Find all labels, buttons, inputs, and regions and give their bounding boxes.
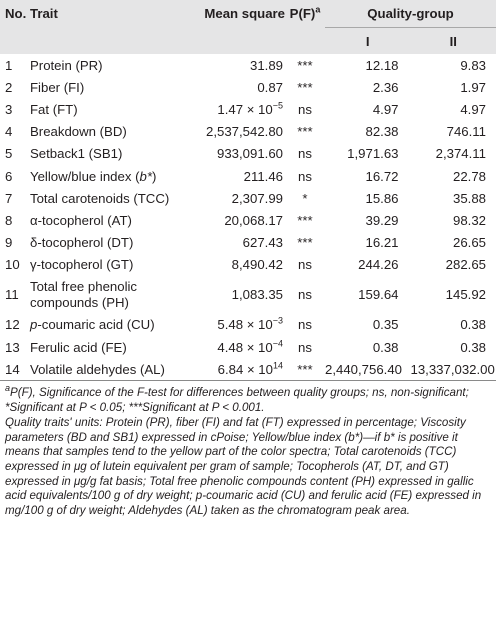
table-row: [0, 76, 496, 98]
header-spacer: [175, 28, 285, 55]
mean-square-base: 1.47 × 10: [217, 101, 273, 117]
header-quality-group: Quality-group: [325, 0, 496, 28]
group-2-value: 0.38: [460, 317, 486, 333]
table-row: [0, 187, 496, 209]
group-2-value: 98.32: [452, 212, 486, 228]
group-1-value: 0.35: [372, 317, 399, 333]
header-no: No.: [0, 0, 30, 28]
row-number: 9: [5, 235, 13, 251]
trait-name: Volatile aldehydes (AL): [30, 358, 175, 381]
table-row: [0, 314, 496, 336]
trait-name: Total free phenolic compounds (PH): [30, 278, 138, 310]
mean-square-value: 8,490.42: [231, 257, 283, 273]
table-header: [0, 0, 496, 54]
row-number: 7: [5, 190, 13, 206]
significance-value: *: [302, 190, 308, 206]
group-1-value: 16.72: [365, 168, 399, 184]
row-number: 12: [5, 317, 20, 333]
footnote-significance: [5, 383, 490, 415]
header-spacer: [0, 28, 30, 55]
row-number: 8: [5, 212, 13, 228]
mean-square-exponent: 14: [272, 360, 283, 371]
significance-value: ns: [298, 257, 312, 273]
group-1-value: 16.21: [365, 235, 399, 251]
row-number: 1: [5, 57, 13, 73]
mean-square-base: 4.48 × 10: [217, 339, 273, 355]
table-row: [0, 143, 496, 165]
trait-name: [30, 165, 175, 187]
group-1-value: 82.38: [365, 124, 399, 140]
trait-name: γ-tocopherol (GT): [30, 257, 134, 273]
group-1-value: 2.36: [372, 79, 399, 95]
mean-square-value: 933,091.60: [216, 146, 283, 162]
row-number: 14: [0, 358, 30, 381]
header-spacer: [285, 28, 325, 55]
header-pf-footnote-marker: a: [315, 4, 321, 15]
trait-name: Ferulic acid (FE): [30, 339, 127, 355]
trait-text: -coumaric acid (CU): [37, 317, 155, 333]
units-text: Quality traits' units: Protein (PR), fiber (FI) and fat (FT) expressed in percentage; Viscosity parameters (BD and SB1) expressed in cPoise; Yellow/blue index (b*)—if b* is positive it means that samples tend to the yellow part of the color spectra; Total carotenoids (TCC) expressed in μg of lutein equivalent per gram of sample; Tocopherols (AT, DT, and GT) expressed in μg/g fat basis; Total free phenolic compounds content (PH) expressed in gallic acid equivalents/100 g of dry weight; p-coumaric acid (CU) and ferulic acid (FE) expressed in mg/100 g of dry weight; Aldehydes (AL) taken as the chromatogram peak area.: [5, 415, 482, 518]
table-row: [0, 209, 496, 231]
group-1-value: 4.97: [372, 101, 399, 117]
significance-value: ***: [297, 124, 313, 140]
group-1-value: 39.29: [365, 212, 399, 228]
row-number: 3: [5, 101, 13, 117]
trait-name: δ-tocopherol (DT): [30, 235, 134, 251]
group-2-value: 13,337,032.00: [411, 358, 496, 381]
mean-square-value: 211.46: [243, 168, 283, 184]
table-row: [0, 54, 496, 76]
table-row: [0, 358, 496, 381]
mean-square-value: [175, 358, 285, 381]
table-row: [0, 276, 496, 314]
significance-value: ***: [297, 212, 313, 228]
trait-name: Fiber (FI): [30, 79, 85, 95]
mean-square-value: 627.43: [242, 235, 283, 251]
significance-value: ns: [298, 317, 312, 333]
row-number: 11: [5, 287, 19, 303]
trait-italic: b*: [139, 168, 152, 184]
footnote-marker: a: [5, 383, 11, 394]
significance-value: ns: [298, 168, 312, 184]
mean-square-value: [175, 314, 285, 336]
footnote-text: P(F), Significance of the F-test for differences between quality groups; ns, non-significant; *Significant at P < 0.05; ***Significant at P < 0.001.: [5, 386, 469, 415]
header-pf: [285, 0, 325, 28]
mean-square-base: 6.84 × 10: [217, 361, 273, 377]
trait-name: Setback1 (SB1): [30, 146, 123, 162]
table-row: [0, 232, 496, 254]
mean-square-value: 20,068.17: [224, 212, 283, 228]
mean-square-value: [175, 336, 285, 358]
mean-square-value: 31.89: [249, 57, 283, 73]
trait-name: α-tocopherol (AT): [30, 212, 132, 228]
group-2-value: 4.97: [460, 101, 486, 117]
group-2-value: 1.97: [460, 79, 486, 95]
group-2-value: 145.92: [445, 287, 486, 303]
trait-name: Fat (FT): [30, 101, 78, 117]
group-1-value: 1,971.63: [347, 146, 399, 162]
group-2-value: 2,374.11: [435, 146, 486, 162]
footnote-units: [5, 416, 490, 519]
group-1-value: 15.86: [365, 190, 399, 206]
trait-name: Protein (PR): [30, 57, 103, 73]
table-row: [0, 121, 496, 143]
mean-square-exponent: −5: [272, 100, 283, 111]
significance-value: ***: [297, 79, 313, 95]
header-group-2: II: [411, 28, 496, 55]
mean-square-exponent: −4: [272, 338, 283, 349]
table-row: [0, 254, 496, 276]
significance-value: ***: [285, 358, 325, 381]
row-number: 2: [5, 79, 13, 95]
group-2-value: 0.38: [460, 339, 486, 355]
row-number: 6: [5, 168, 13, 184]
table-body: [0, 54, 496, 381]
trait-name: [30, 314, 175, 336]
table-row: [0, 336, 496, 358]
row-number: 10: [5, 257, 20, 273]
group-2-value: 22.78: [452, 168, 486, 184]
trait-text: ): [151, 168, 157, 184]
mean-square-value: [175, 98, 285, 120]
header-mean-square: Mean square: [175, 0, 285, 28]
table-row: [0, 98, 496, 120]
significance-value: ns: [298, 146, 312, 162]
group-1-value: 0.38: [372, 339, 399, 355]
significance-value: ns: [298, 101, 312, 117]
mean-square-value: 0.87: [257, 79, 283, 95]
group-2-value: 746.11: [446, 124, 486, 140]
group-1-value: 12.18: [365, 57, 399, 73]
header-trait: Trait: [30, 0, 175, 28]
row-number: 13: [5, 339, 20, 355]
significance-value: ***: [297, 57, 313, 73]
group-1-value: 159.64: [358, 287, 399, 303]
trait-name: Breakdown (BD): [30, 124, 127, 140]
group-1-value: 2,440,756.40: [325, 358, 411, 381]
row-number: 5: [5, 146, 13, 162]
trait-italic: p: [30, 317, 38, 333]
group-1-value: 244.26: [358, 257, 399, 273]
mean-square-exponent: −3: [272, 316, 283, 327]
mean-square-base: 5.48 × 10: [217, 317, 273, 333]
group-2-value: 26.65: [452, 235, 486, 251]
mean-square-value: 2,537,542.80: [205, 124, 283, 140]
table-row: [0, 165, 496, 187]
mean-square-value: 2,307.99: [231, 190, 283, 206]
header-spacer: [30, 28, 175, 55]
trait-name: Total carotenoids (TCC): [30, 190, 170, 206]
group-2-value: 282.65: [445, 257, 486, 273]
group-2-value: 35.88: [452, 190, 486, 206]
mean-square-value: 1,083.35: [231, 287, 283, 303]
significance-value: ns: [298, 287, 312, 303]
header-pf-label: P(F): [289, 6, 316, 22]
significance-value: ***: [297, 235, 313, 251]
header-group-1: I: [325, 28, 411, 55]
trait-text: Yellow/blue index (: [30, 168, 140, 184]
group-2-value: 9.83: [460, 57, 486, 73]
row-number: 4: [5, 124, 13, 140]
table-notes: [0, 381, 496, 518]
significance-value: ns: [298, 339, 312, 355]
